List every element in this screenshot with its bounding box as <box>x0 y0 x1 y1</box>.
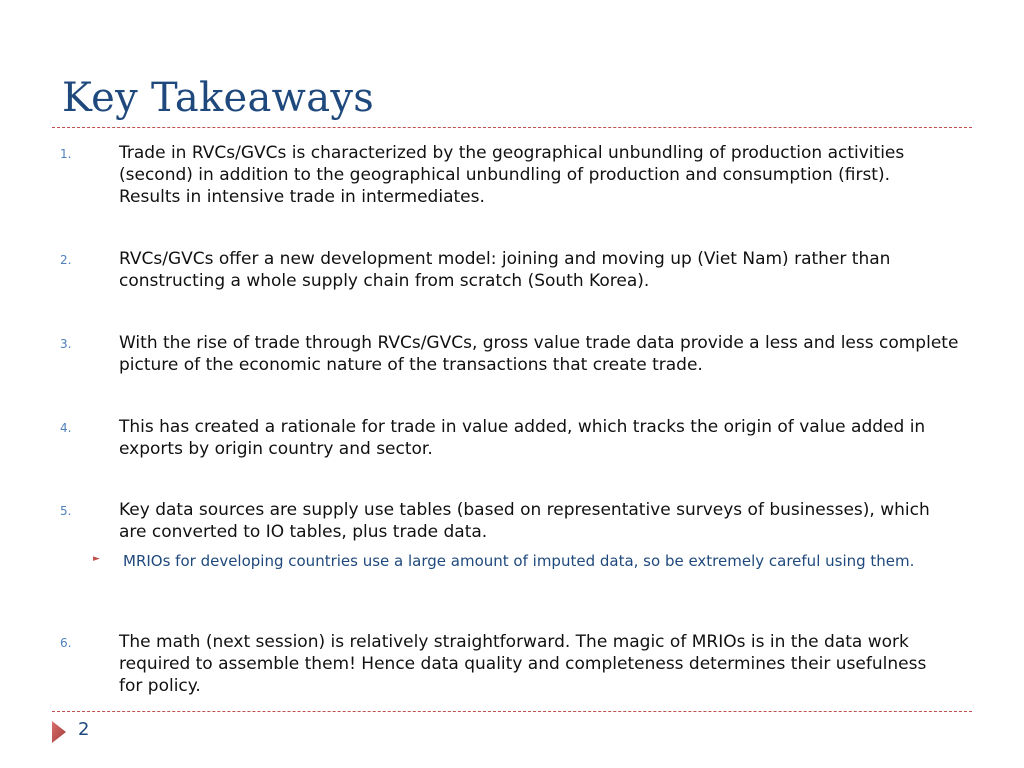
list-item-text: The math (next session) is relatively straightforward. The magic of MRIOs is in the data work required to assemble them! Hence data quality and completeness determines their usefulness for policy. <box>119 632 927 696</box>
list-item-text: RVCs/GVCs offer a new development model: joining and moving up (Viet Nam) rather than constructing a whole supply chain from scratch (South Korea). <box>119 249 891 291</box>
list-item-text: This has created a rationale for trade in value added, which tracks the origin of value added in exports by origin country and sector. <box>119 417 926 459</box>
list-item-text: With the rise of trade through RVCs/GVCs, gross value trade data provide a less and less complete picture of the economic nature of the transactions that create trade. <box>119 333 959 375</box>
list-item-text: Key data sources are supply use tables (based on representative surveys of businesses), which are converted to IO tables, plus trade data. <box>119 500 930 542</box>
sub-list-item-text: MRIOs for developing countries use a large amount of imputed data, so be extremely careful using them. <box>123 552 915 570</box>
list-item-number: 3. <box>60 337 72 351</box>
list-item-number: 2. <box>60 253 72 267</box>
list-item-text: Trade in RVCs/GVCs is characterized by the geographical unbundling of production activities (second) in addition to the geographical unbundling of production and consumption (first). Results in intensive trade in intermediates. <box>119 143 905 207</box>
play-arrow-icon <box>52 721 66 743</box>
list-item-number: 1. <box>60 147 72 161</box>
footer-divider <box>52 711 972 712</box>
list-item-number: 5. <box>60 504 72 518</box>
slide-title: Key Takeaways <box>62 75 375 121</box>
list-item-number: 6. <box>60 636 72 650</box>
list-item-number: 4. <box>60 421 72 435</box>
triangle-bullet-icon: ► <box>93 554 100 564</box>
slide-number: 2 <box>78 719 90 740</box>
